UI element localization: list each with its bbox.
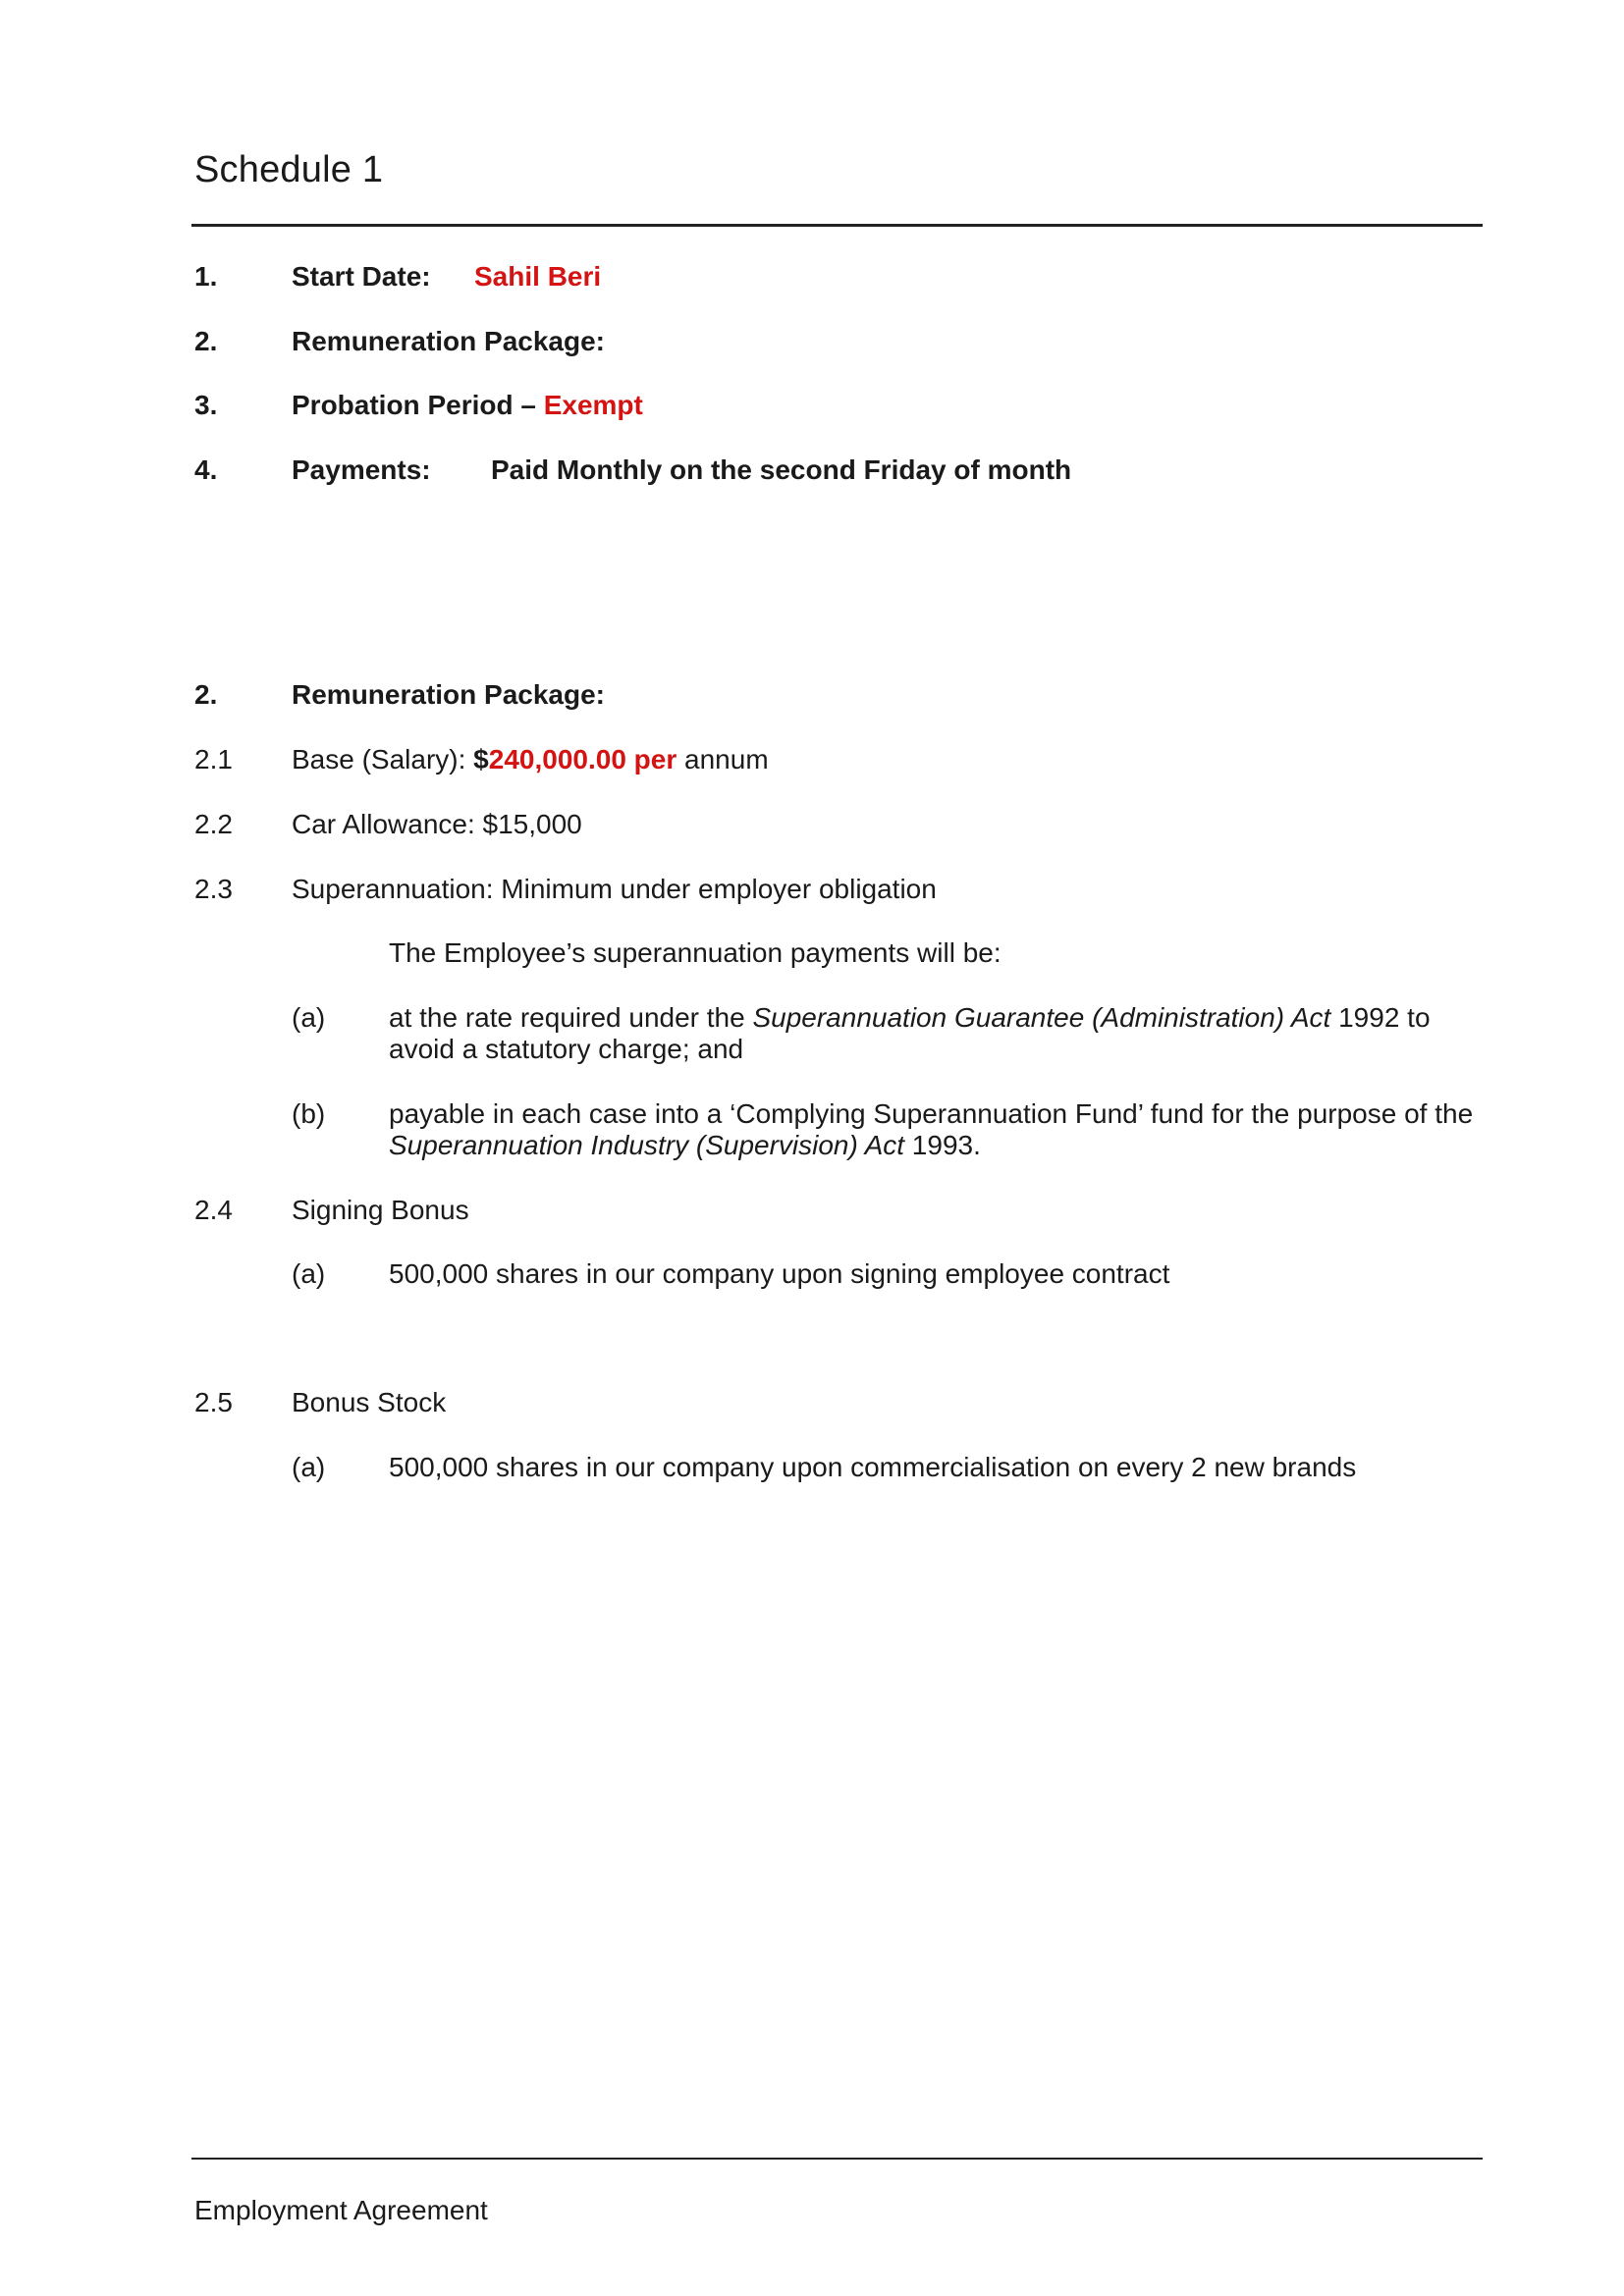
probation-period-line: [292, 390, 643, 421]
super-a-line2: avoid a statutory charge; and: [389, 1034, 744, 1064]
signing-bonus-heading: Signing Bonus: [292, 1195, 469, 1225]
base-salary-dollar: $: [473, 744, 489, 774]
super-b-line2: [389, 1130, 981, 1161]
footer-divider: [191, 2158, 1483, 2160]
remuneration-package-label: Remuneration Package:: [292, 326, 605, 356]
stock-a-text: 500,000 shares in our company upon commercialisation on every 2 new brands: [389, 1452, 1357, 1482]
clause-2-1-number: 2.1: [194, 744, 233, 774]
base-salary-suffix: annum: [677, 744, 769, 774]
bonus-stock-heading: Bonus Stock: [292, 1387, 447, 1417]
base-salary-line: [292, 744, 769, 775]
stock-a-label: (a): [292, 1452, 326, 1482]
start-date-value: Sahil Beri: [474, 261, 602, 292]
section-2-number: 2.: [194, 679, 218, 710]
super-a-post: 1992 to: [1330, 1002, 1431, 1033]
item-4-number: 4.: [194, 454, 218, 485]
footer-text: Employment Agreement: [194, 2195, 488, 2225]
clause-2-4-number: 2.4: [194, 1195, 233, 1225]
signing-a-text: 500,000 shares in our company upon signing employee contract: [389, 1258, 1170, 1289]
page-title: Schedule 1: [194, 149, 384, 190]
superannuation-intro: The Employee’s superannuation payments will be:: [389, 937, 1001, 968]
superannuation-text: Superannuation: Minimum under employer obligation: [292, 874, 937, 904]
car-allowance: Car Allowance: $15,000: [292, 809, 582, 839]
super-b-label: (b): [292, 1098, 326, 1129]
super-guarantee-act: Superannuation Guarantee (Administration) Act: [752, 1002, 1331, 1033]
probation-period-value: Exempt: [543, 390, 643, 420]
probation-period-label: Probation Period –: [292, 390, 544, 420]
super-b-line1: payable in each case into a ‘Complying Superannuation Fund’ fund for the purpose of the: [389, 1098, 1474, 1129]
super-b-post: 1993.: [904, 1130, 981, 1160]
super-a-label: (a): [292, 1002, 326, 1033]
section-2-heading: Remuneration Package:: [292, 679, 605, 710]
base-salary-amount: 240,000.00 per: [488, 744, 677, 774]
super-a-line1: [389, 1002, 1431, 1034]
clause-2-5-number: 2.5: [194, 1387, 233, 1417]
super-a-pre: at the rate required under the: [389, 1002, 753, 1033]
item-1-number: 1.: [194, 261, 218, 292]
item-3-number: 3.: [194, 390, 218, 420]
clause-2-2-number: 2.2: [194, 809, 233, 839]
payments-label: Payments:: [292, 454, 431, 485]
base-salary-label: Base (Salary):: [292, 744, 474, 774]
clause-2-3-number: 2.3: [194, 874, 233, 904]
start-date-label: Start Date:: [292, 261, 431, 292]
item-2-number: 2.: [194, 326, 218, 356]
super-industry-act: Superannuation Industry (Supervision) Act: [389, 1130, 905, 1160]
signing-a-label: (a): [292, 1258, 326, 1289]
header-divider: [191, 224, 1483, 227]
payments-value: Paid Monthly on the second Friday of month: [491, 454, 1072, 485]
